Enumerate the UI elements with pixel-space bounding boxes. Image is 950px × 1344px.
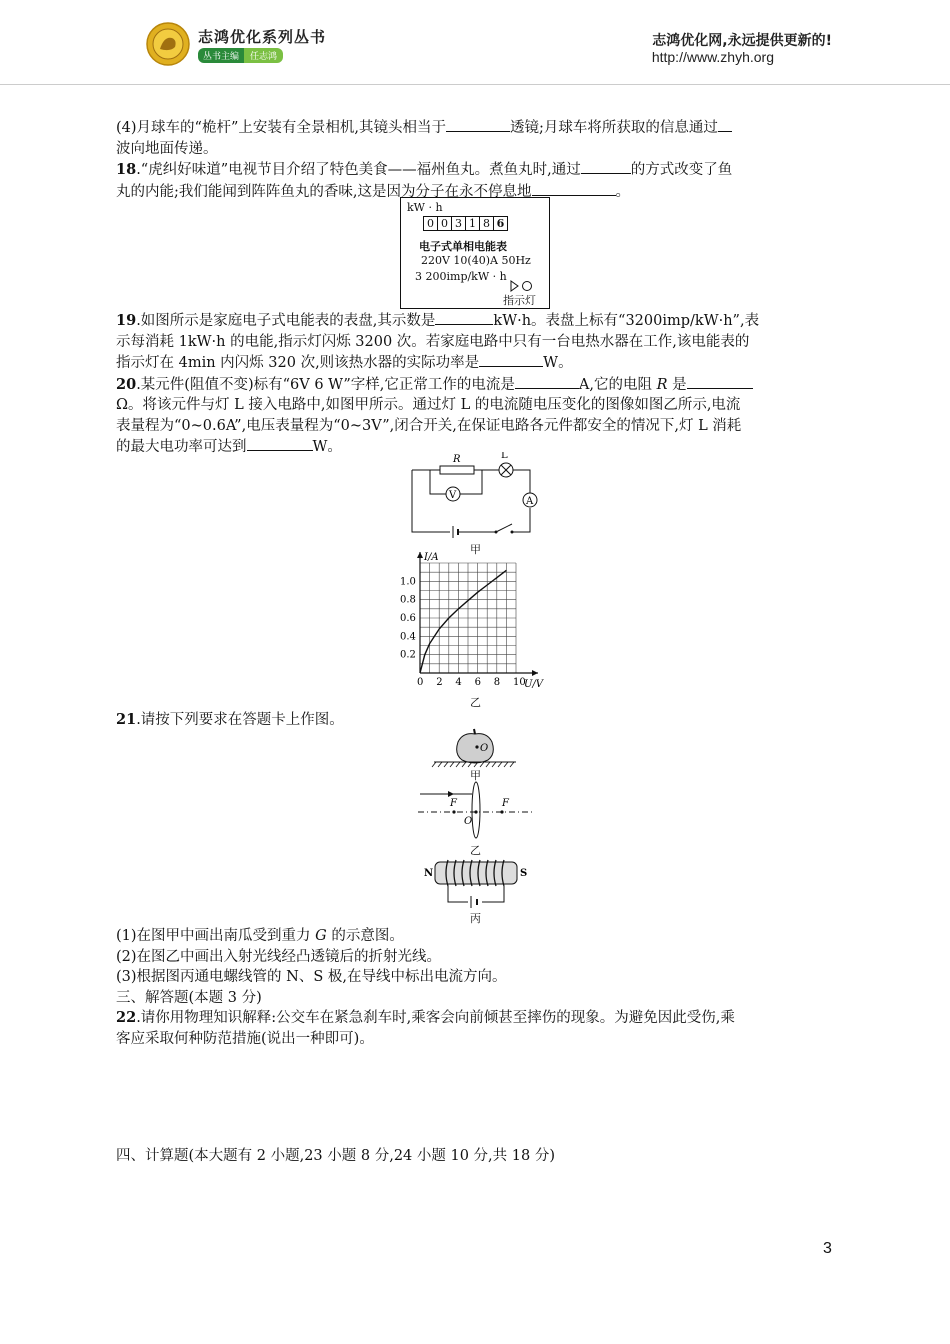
q19-line1b: kW·h。表盘上标有“3200imp/kW·h”,表 [493, 313, 760, 329]
q21-item3: (3)根据图丙通电螺线管的 N、S 极,在导线中标出电流方向。 [116, 969, 507, 985]
q22-line2: 客应采取何种防范措施(说出一种即可)。 [116, 1030, 374, 1047]
q22-line1: .请你用物理知识解释:公交车在紧急刹车时,乘客会向前倾甚至摔伤的现象。为避免因此受伤,乘 [136, 1010, 735, 1026]
y-tick-label: 0.4 [400, 631, 416, 643]
y-axis-label: I/A [424, 552, 439, 563]
meter-imp: 3 200imp/kW · h [415, 270, 507, 283]
meter-digits [423, 216, 508, 231]
answer-blank[interactable] [435, 310, 493, 325]
y-tick-label: 0.2 [400, 649, 416, 661]
x-axis-label: U/V [524, 679, 544, 690]
fig-c-caption: 丙 [470, 912, 481, 925]
meter-digit: 0 [424, 217, 438, 230]
q18-line2: 丸的内能;我们能闻到阵阵鱼丸的香味,这是因为分子在永不停息地 [116, 183, 532, 200]
focus-right-label: F [502, 798, 509, 809]
x-axis-arrow-icon [532, 670, 538, 676]
resistor-label: R [453, 454, 461, 465]
q21-item1-symbol: G [315, 928, 327, 944]
arrow-icon [448, 791, 454, 797]
lens-figure [418, 780, 533, 842]
q17-line1b: 透镜;月球车将所获取的信息通过 [509, 120, 718, 136]
q20-symbol-r: R [656, 376, 668, 393]
circuit-caption: 甲 [470, 543, 481, 556]
q21-item1b: 的示意图。 [326, 928, 404, 944]
site-url[interactable]: http://www.zhyh.org [651, 49, 774, 65]
brand-sub-key: 丛书主编 [198, 48, 244, 63]
brand-logo [146, 22, 190, 66]
q20-line4b: W。 [312, 439, 342, 455]
y-axis-arrow-icon [417, 552, 423, 558]
convex-lens-icon [472, 782, 480, 838]
y-tick-label: 0.8 [400, 594, 416, 606]
fig-b-caption: 乙 [470, 844, 481, 857]
electric-meter-figure [400, 197, 550, 309]
focus-left-label: F [450, 798, 457, 809]
q22-number: 22 [116, 1009, 137, 1026]
answer-blank[interactable] [532, 181, 616, 196]
x-tick-label: 10 [513, 677, 526, 688]
answer-blank[interactable] [247, 436, 313, 451]
q19-number: 19 [116, 312, 137, 329]
section-4-heading: 四、计算题(本大题有 2 小题,23 小题 8 分,24 小题 10 分,共 18 分) [116, 1148, 555, 1164]
meter-name: 电子式单相电能表 [419, 240, 507, 253]
north-pole-label: N [424, 868, 434, 879]
question-19-20 [116, 310, 832, 458]
answer-blank[interactable] [515, 374, 579, 389]
x-tick-label: 6 [474, 677, 481, 688]
q19-line1a: .如图所示是家庭电子式电能表的表盘,其示数是 [136, 313, 436, 329]
circuit-diagram [400, 452, 550, 552]
section-4 [116, 1146, 832, 1167]
q21-intro: .请按下列要求在答题卡上作图。 [136, 712, 344, 728]
y-tick-label: 1.0 [400, 576, 416, 588]
q20-line2: Ω。将该元件与灯 L 接入电路中,如图甲所示。通过灯 L 的电流随电压变化的图像如图乙所示,电流 [116, 397, 741, 413]
answer-blank[interactable] [718, 117, 732, 132]
meter-digit: 1 [466, 217, 480, 230]
iu-graph [398, 550, 548, 695]
question-17-4 [116, 117, 832, 202]
brand-sub-value: 任志鸿 [244, 48, 283, 63]
south-pole-label: S [520, 868, 528, 879]
q21-item2: (2)在图乙中画出入射光线经凸透镜后的折射光线。 [116, 948, 442, 965]
q21-number: 21 [116, 711, 137, 728]
q18-line1b: 的方式改变了鱼 [630, 162, 733, 178]
meter-digit: 0 [438, 217, 452, 230]
q17-line1: (4)月球车的“桅杆”上安装有全景相机,其镜头相当于 [116, 120, 446, 136]
q20-line1c: 是 [667, 376, 687, 393]
q19-line2: 示每消耗 1kW·h 的电能,指示灯闪烁 3200 次。若家庭电路中只有一台电热水器在工作,该电能表的 [116, 333, 750, 350]
x-tick-label: 8 [493, 677, 501, 688]
optical-center-label: O [464, 816, 473, 827]
site-slogan: 志鸿优化网,永远提供更新的! [652, 33, 832, 49]
section-3-heading: 三、解答题(本题 3 分) [116, 989, 262, 1006]
answer-blank[interactable] [446, 117, 510, 132]
x-tick-label: 0 [417, 677, 424, 688]
resistor-symbol [440, 466, 474, 474]
pumpkin-figure [430, 728, 520, 772]
answer-blank[interactable] [687, 374, 753, 389]
q17-line2: 波向地面传递。 [116, 140, 218, 157]
q18-line1: .“虎纠好味道”电视节目介绍了特色美食——福州鱼丸。煮鱼丸时,通过 [136, 162, 581, 178]
voltmeter-label: V [449, 490, 457, 501]
answer-blank[interactable] [479, 352, 543, 367]
y-tick-label: 0.6 [400, 613, 416, 624]
x-tick-label: 2 [436, 677, 443, 688]
q20-line1a: .某元件(阻值不变)标有“6V 6 W”字样,它正常工作的电流是 [136, 376, 515, 393]
ammeter-label: A [526, 496, 534, 507]
iu-curve [420, 570, 506, 673]
q20-line3: 表量程为“0~0.6A”,电压表量程为“0~3V”,闭合开关,在保证电路各元件都安全的情况下,灯 L 消耗 [116, 417, 742, 434]
meter-digit: 6 [496, 217, 505, 230]
indicator-label: 指示灯 [503, 294, 536, 307]
q20-number: 20 [116, 375, 137, 393]
graph-caption: 乙 [470, 696, 481, 709]
pumpkin-center-label: O [480, 743, 489, 754]
meter-digit: 3 [452, 217, 466, 230]
q21-item1a: (1)在图甲中画出南瓜受到重力 [116, 928, 316, 944]
q18-number: 18 [116, 161, 137, 178]
q19-line3a: 指示灯在 4min 内闪烁 320 次,则该热水器的实际功率是 [116, 355, 480, 371]
q19-line3b: W。 [543, 355, 573, 371]
switch [496, 524, 512, 532]
brand-subtitle [198, 48, 283, 63]
brand-title: 志鸿优化系列丛书 [198, 28, 327, 46]
x-tick-label: 4 [455, 677, 462, 688]
meter-spec: 220V 10(40)A 50Hz [421, 254, 531, 267]
q18-line2b: 。 [615, 183, 630, 200]
meter-unit: kW · h [407, 201, 443, 214]
page-number: 3 [823, 1240, 832, 1257]
fig-a-caption: 甲 [470, 769, 481, 782]
q20-line1b: A,它的电阻 [578, 376, 657, 393]
meter-digit: 8 [480, 217, 494, 230]
header-divider [0, 84, 950, 85]
solenoid-figure [422, 852, 532, 912]
q20-line4a: 的最大电功率可达到 [116, 439, 247, 455]
answer-blank[interactable] [581, 159, 631, 174]
lamp-label: L [501, 452, 508, 461]
question-21-items [116, 926, 832, 1049]
